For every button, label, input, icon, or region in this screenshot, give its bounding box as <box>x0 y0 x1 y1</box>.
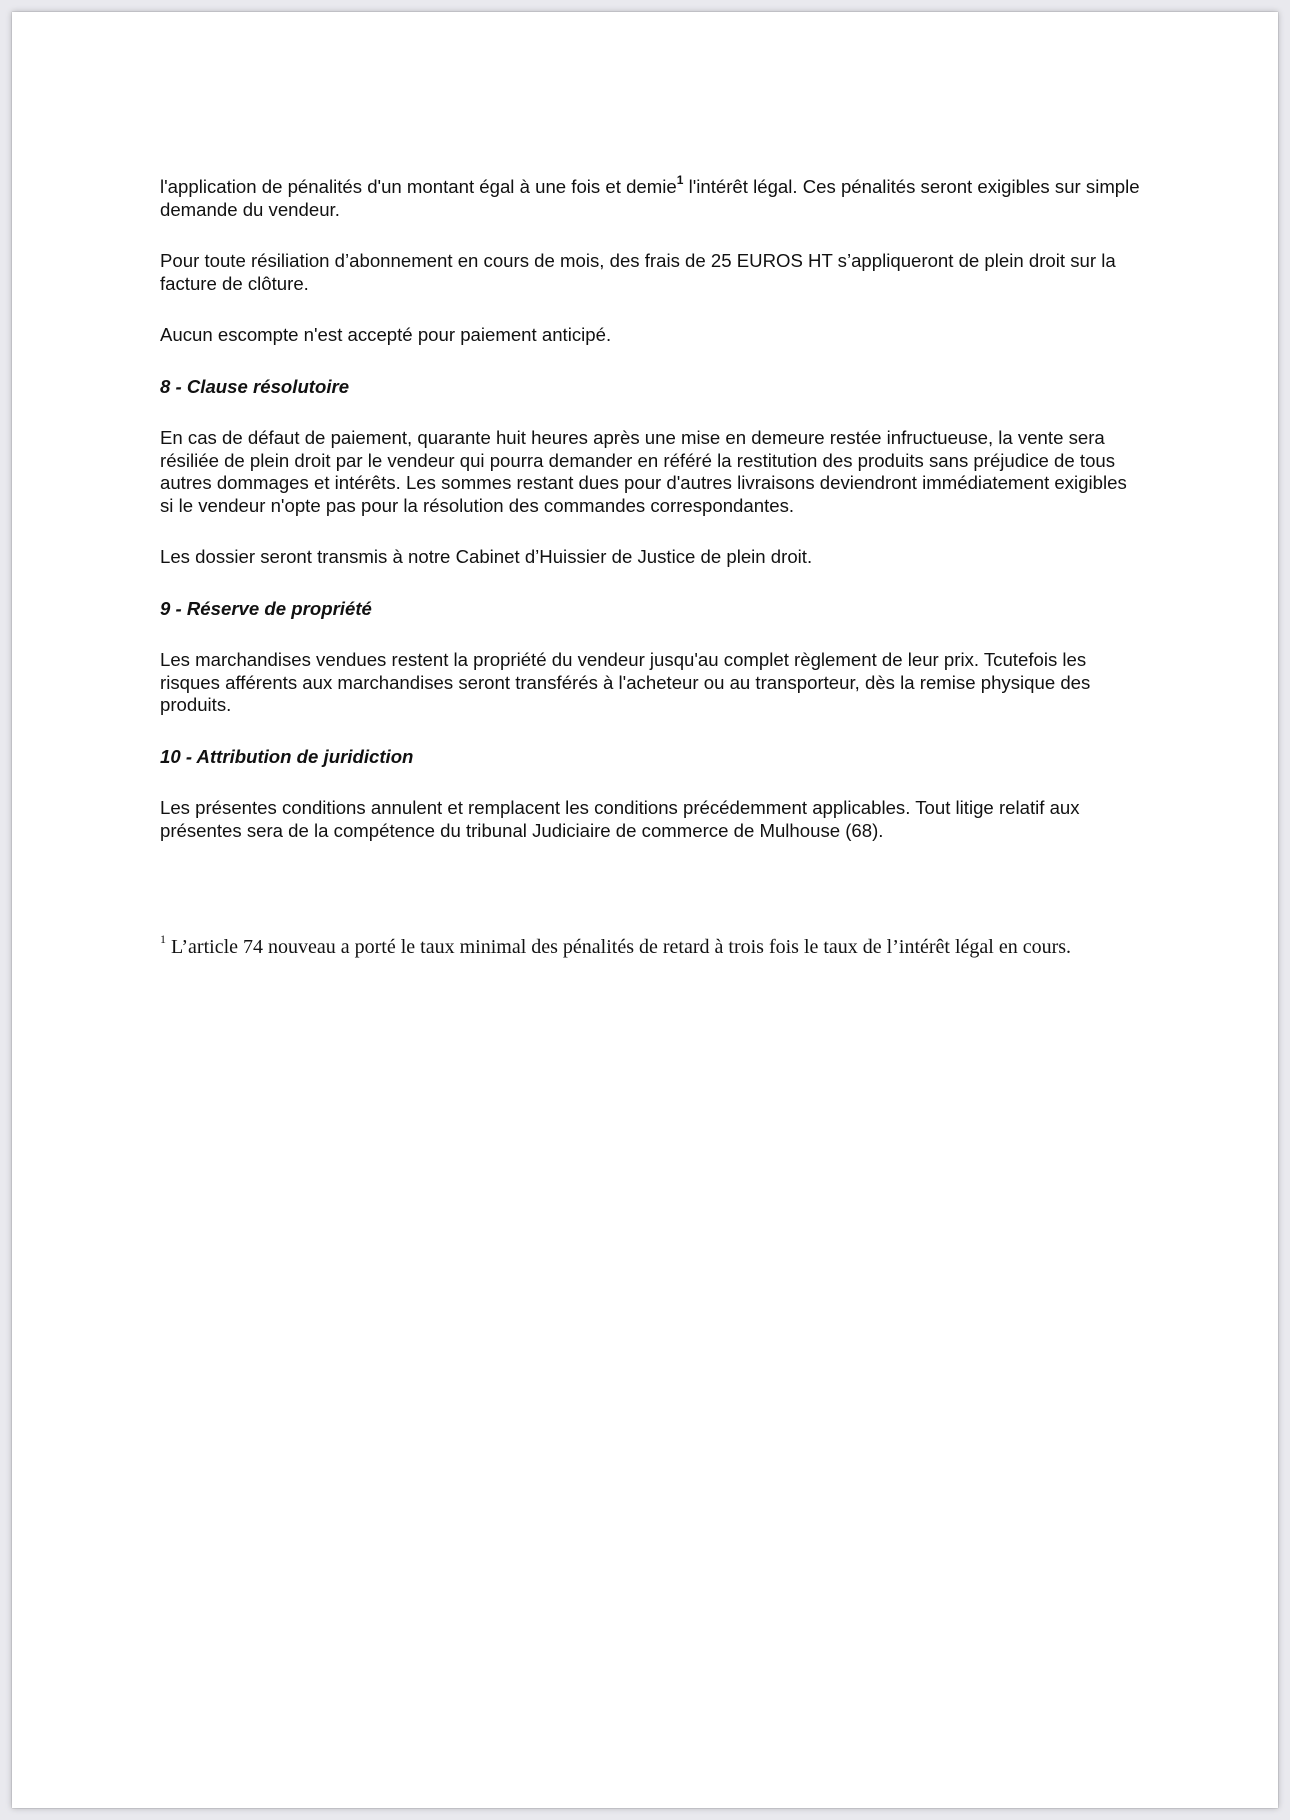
paragraph-payment-default: En cas de défaut de paiement, quarante huit heures après une mise en demeure restée infructueuse, la vente sera résiliée de plein droit par le vendeur qui pourra demander en référé la restitution des produits sans préjudice de tous autres dommages et intérêts. Les sommes restant dues pour d'autres livraisons deviendront immédiatement exigibles si le vendeur n'opte pas pour la résolution des commandes correspondantes. <box>160 427 1127 516</box>
document-body <box>160 172 1145 871</box>
section-heading-8: 8 - Clause résolutoire <box>160 375 350 397</box>
paragraph-cancellation-fees: Pour toute résiliation d’abonnement en cours de mois, des frais de 25 EUROS HT s’appliqueront de plein droit sur la facture de clôture. <box>160 250 1116 294</box>
section-heading-9: 9 - Réserve de propriété <box>160 597 372 619</box>
document-page <box>12 12 1278 1808</box>
paragraph-no-discount: Aucun escompte n'est accepté pour paiement anticipé. <box>160 324 612 345</box>
section-heading-10: 10 - Attribution de juridiction <box>160 745 414 767</box>
paragraph-penalties-text-start: l'application de pénalités d'un montant égal à une fois et demie <box>160 176 677 197</box>
paragraph-penalties <box>160 172 1145 221</box>
paragraph-retention-of-title: Les marchandises vendues restent la propriété du vendeur jusqu'au complet règlement de leur prix. Tcutefois les risques afférents aux marchandises seront transférés à l'acheteur ou au transporteur, dès la remise physique des produits. <box>160 649 1091 715</box>
paragraph-bailiff: Les dossier seront transmis à notre Cabinet d’Huissier de Justice de plein droit. <box>160 546 813 567</box>
paragraph-penalties-text-end: l'intérêt légal. Ces pénalités seront exigibles sur simple demande du vendeur. <box>160 176 1140 220</box>
paragraph-jurisdiction: Les présentes conditions annulent et remplacent les conditions précédemment applicables. Tout litige relatif aux présentes sera de la compétence du tribunal Judiciaire de commerce de Mulhouse (68). <box>160 797 1080 841</box>
footnote <box>160 934 1145 960</box>
footnote-marker: 1 <box>160 932 166 947</box>
footnote-text: L’article 74 nouveau a porté le taux minimal des pénalités de retard à trois fois le taux de l’intérêt légal en cours. <box>166 936 1072 958</box>
footnote-reference: 1 <box>676 172 684 187</box>
